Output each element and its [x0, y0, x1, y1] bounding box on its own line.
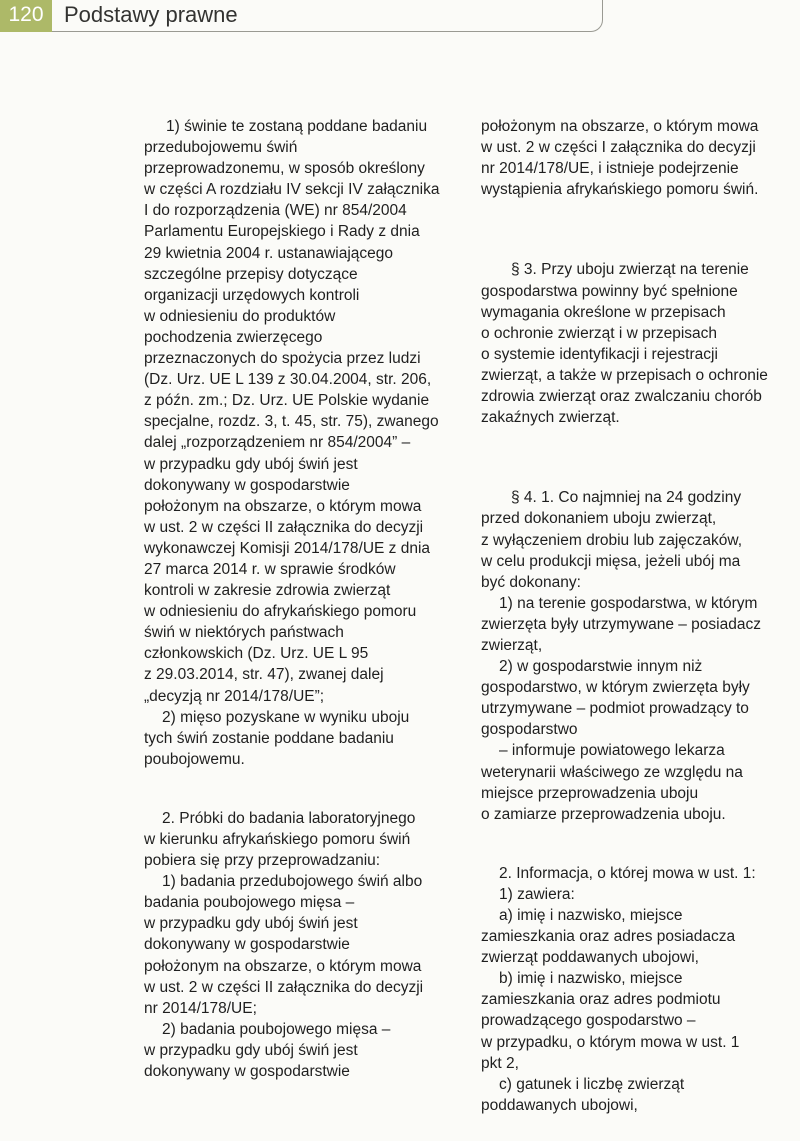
text-line: zdrowia zwierząt oraz zwalczaniu chorób	[481, 388, 762, 406]
text-line: w kierunku afrykańskiego pomoru świń	[144, 831, 411, 848]
text-line: o ochronie zwierząt i w przepisach	[481, 324, 718, 342]
text-line: o zamiarze przeprowadzenia uboju.	[481, 805, 726, 823]
left-column	[144, 116, 462, 1082]
text-line: organizacji urzędowych kontroli	[144, 286, 360, 304]
text-line: miejsce przeprowadzenia uboju	[481, 784, 699, 802]
text-line: (Dz. Urz. UE L 139 z 30.04.2004, str. 206,	[144, 371, 432, 389]
text-line: prowadzącego gospodarstwo –	[481, 1012, 696, 1030]
text-line: w ust. 2 w części II załącznika do decyzji	[144, 978, 424, 996]
text-line: zamieszkania oraz adres podmiotu	[481, 991, 721, 1009]
text-line: 1) badania przedubojowego świń albo	[162, 873, 423, 891]
text-line: przeznaczonych do spożycia przez ludzi	[144, 350, 421, 368]
text-line: nr 2014/178/UE, i istnieje podejrzenie	[481, 160, 739, 178]
text-line: § 3. Przy uboju zwierząt na terenie	[511, 261, 749, 279]
text-line: przedubojowemu świń	[144, 139, 298, 157]
section-title: Podstawy prawne	[64, 2, 238, 27]
text-line: szczególne przepisy dotyczące	[144, 265, 358, 283]
right-column	[481, 116, 791, 1116]
text-line: w ust. 2 w części II załącznika do decyzji	[144, 518, 424, 536]
text-line: w przypadku gdy ubój świń jest	[144, 455, 358, 473]
text-line: w odniesieniu do produktów	[144, 307, 336, 325]
text-line: – informuje powiatowego lekarza	[499, 742, 725, 760]
text-line: 1) świnie te zostaną poddane badaniu	[166, 118, 428, 135]
text-line: położonym na obszarze, o którym mowa	[481, 118, 759, 135]
text-line: pobiera się przy przeprowadzaniu:	[144, 852, 381, 870]
text-line: przeprowadzonemu, w sposób określony	[144, 160, 425, 178]
page-number: 120	[0, 0, 52, 32]
text-line: być dokonany:	[481, 573, 581, 591]
text-line: wystąpienia afrykańskiego pomoru świń.	[481, 181, 759, 199]
text-line: § 4. 1. Co najmniej na 24 godziny	[511, 489, 742, 507]
text-line: pkt 2,	[481, 1054, 519, 1072]
text-line: poubojowemu.	[144, 750, 245, 768]
text-line: badania poubojowego mięsa –	[144, 894, 355, 912]
text-line: zwierząt,	[481, 636, 543, 654]
text-line: gospodarstwa powinny być spełnione	[481, 282, 738, 300]
text-line: wykonawczej Komisji 2014/178/UE z dnia	[144, 539, 431, 557]
text-line: w ust. 2 w części I załącznika do decyzji	[481, 139, 756, 157]
text-line: Parlamentu Europejskiego i Rady z dnia	[144, 223, 420, 241]
text-line: 2) w gospodarstwie innym niż	[499, 658, 703, 676]
text-line: położonym na obszarze, o którym mowa	[144, 957, 422, 975]
text-line: zwierzęta były utrzymywane – posiadacz	[481, 615, 761, 633]
text-line: położonym na obszarze, o którym mowa	[144, 497, 422, 515]
text-line: z 29.03.2014, str. 47), zwanej dalej	[144, 666, 384, 684]
text-line: pochodzenia zwierzęcego	[144, 328, 323, 346]
text-line: „decyzją nr 2014/178/UE”;	[144, 687, 325, 705]
text-line: gospodarstwo	[481, 721, 578, 739]
text-line: o systemie identyfikacji i rejestracji	[481, 345, 718, 363]
text-line: zwierząt, a także w przepisach o ochronie	[481, 366, 768, 384]
text-line: nr 2014/178/UE;	[144, 999, 257, 1017]
text-line: b) imię i nazwisko, miejsce	[499, 970, 683, 988]
text-line: zakaźnych zwierząt.	[481, 409, 620, 427]
text-line: 2) badania poubojowego mięsa –	[162, 1020, 391, 1038]
text-line: specjalne, rozdz. 3, t. 45, str. 75), zwanego	[144, 413, 439, 431]
text-line: dokonywany w gospodarstwie	[144, 936, 350, 954]
text-line: utrzymywane – podmiot prowadzący to	[481, 700, 749, 718]
text-line: kontroli w zakresie zdrowia zwierząt	[144, 582, 391, 600]
text-line: zamieszkania oraz adres posiadacza	[481, 928, 736, 946]
text-line: w przypadku gdy ubój świń jest	[144, 1041, 358, 1059]
text-line: w części A rozdziału IV sekcji IV załącznika	[144, 181, 440, 199]
text-line: przed dokonaniem uboju zwierząt,	[481, 510, 717, 528]
text-line: 29 kwietnia 2004 r. ustanawiającego	[144, 244, 394, 262]
text-line: weterynarii właściwego ze względu na	[481, 763, 743, 781]
text-line: tych świń zostanie poddane badaniu	[144, 729, 394, 747]
text-line: 1) zawiera:	[499, 885, 575, 903]
text-line: gospodarstwo, w którym zwierzęta były	[481, 679, 750, 697]
text-line: w celu produkcji mięsa, jeżeli ubój ma	[481, 552, 741, 570]
text-line: 27 marca 2014 r. w sprawie środków	[144, 560, 396, 578]
text-line: I do rozporządzenia (WE) nr 854/2004	[144, 202, 407, 220]
text-line: 2) mięso pozyskane w wyniku uboju	[162, 708, 410, 726]
text-line: poddawanych ubojowi,	[481, 1096, 638, 1114]
text-line: w przypadku, o którym mowa w ust. 1	[481, 1033, 740, 1051]
text-line: a) imię i nazwisko, miejsce	[499, 907, 683, 924]
text-line: 1) na terenie gospodarstwa, w którym	[499, 594, 758, 612]
text-line: 2. Próbki do badania laboratoryjnego	[162, 809, 416, 827]
text-line: dokonywany w gospodarstwie	[144, 1063, 350, 1081]
text-line: z późn. zm.; Dz. Urz. UE Polskie wydanie	[144, 392, 430, 410]
text-line: z wyłączeniem drobiu lub zajęczaków,	[481, 531, 743, 549]
text-line: c) gatunek i liczbę zwierząt	[499, 1075, 685, 1093]
text-line: świń w niektórych państwach	[144, 624, 344, 642]
text-line: zwierząt poddawanych ubojowi,	[481, 949, 699, 967]
text-line: w przypadku gdy ubój świń jest	[144, 915, 358, 933]
text-line: wymagania określone w przepisach	[481, 303, 726, 321]
text-line: dokonywany w gospodarstwie	[144, 476, 350, 494]
text-line: członkowskich (Dz. Urz. UE L 95	[144, 645, 369, 663]
page-header	[0, 0, 603, 32]
text-line: w odniesieniu do afrykańskiego pomoru	[144, 603, 417, 621]
text-line: 2. Informacja, o której mowa w ust. 1:	[499, 864, 756, 882]
text-line: dalej „rozporządzeniem nr 854/2004” –	[144, 434, 411, 452]
